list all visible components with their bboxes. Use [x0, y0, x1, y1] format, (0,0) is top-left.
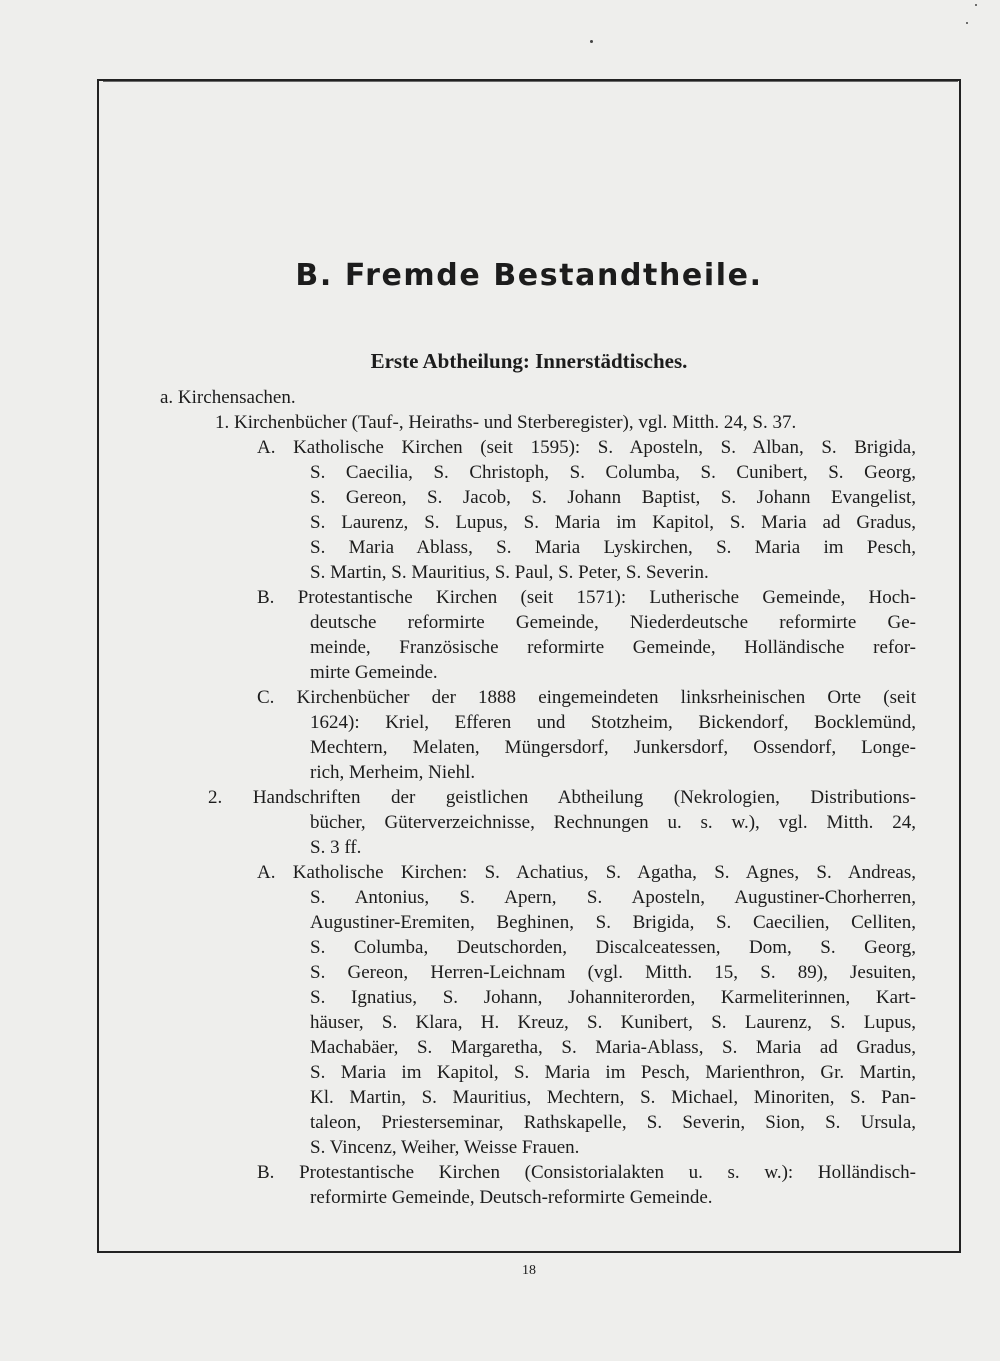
page-number: 18: [522, 1263, 536, 1278]
text-line: S. Caecilia, S. Christoph, S. Columba, S. Cunibert, S. Georg,: [310, 462, 916, 483]
section-heading: a. Kirchensachen.: [160, 387, 296, 408]
text-line: B. Protestantische Kirchen (seit 1571): Lutherische Gemeinde, Hoch-: [257, 587, 916, 608]
text-line: C. Kirchenbücher der 1888 eingemeindeten linksrheinischen Orte (seit: [257, 687, 916, 708]
text-line: mirte Gemeinde.: [310, 662, 438, 683]
text-line: bücher, Güterverzeichnisse, Rechnungen u. s. w.), vgl. Mitth. 24,: [310, 812, 916, 833]
text-line: S. Vincenz, Weiher, Weisse Frauen.: [310, 1137, 580, 1158]
text-line: S. Gereon, Herren-Leichnam (vgl. Mitth. 15, S. 89), Jesuiten,: [310, 962, 916, 983]
text-line: A. Katholische Kirchen: S. Achatius, S. Agatha, S. Agnes, S. Andreas,: [257, 862, 916, 883]
text-line: Machabäer, S. Margaretha, S. Maria-Ablass, S. Maria ad Gradus,: [310, 1037, 916, 1058]
list-item-heading: 1. Kirchenbücher (Tauf-, Heiraths- und Sterberegister), vgl. Mitth. 24, S. 37.: [215, 412, 797, 433]
speck: [975, 4, 977, 6]
section-subtitle: Erste Abtheilung: Innerstädtisches.: [370, 349, 688, 373]
text-line: A. Katholische Kirchen (seit 1595): S. Aposteln, S. Alban, S. Brigida,: [257, 437, 916, 458]
text-line: S. Antonius, S. Apern, S. Aposteln, Augustiner-Chorherren,: [310, 887, 916, 908]
text-line: S. Martin, S. Mauritius, S. Paul, S. Peter, S. Severin.: [310, 562, 709, 583]
text-line: deutsche reformirte Gemeinde, Niederdeutsche reformirte Ge-: [310, 612, 916, 633]
text-line: S. Columba, Deutschorden, Discalceatessen, Dom, S. Georg,: [310, 937, 916, 958]
main-title: B. Fremde Bestandtheile.: [295, 258, 763, 293]
text-line: reformirte Gemeinde, Deutsch-reformirte Gemeinde.: [310, 1187, 713, 1208]
text-line: B. Protestantische Kirchen (Consistorialakten u. s. w.): Holländisch-: [257, 1162, 916, 1183]
text-line: S. Ignatius, S. Johann, Johanniterorden, Karmeliterinnen, Kart-: [310, 987, 916, 1008]
text-line: S. Maria im Kapitol, S. Maria im Pesch, Marienthron, Gr. Martin,: [310, 1062, 916, 1083]
text-line: meinde, Französische reformirte Gemeinde, Holländische refor-: [310, 637, 916, 658]
text-line: häuser, S. Klara, H. Kreuz, S. Kunibert, S. Laurenz, S. Lupus,: [310, 1012, 916, 1033]
text-line: 1624): Kriel, Efferen und Stotzheim, Bickendorf, Bocklemünd,: [310, 712, 916, 733]
text-line: S. 3 ff.: [310, 837, 362, 858]
text-line: S. Maria Ablass, S. Maria Lyskirchen, S. Maria im Pesch,: [310, 537, 916, 558]
speck: [590, 40, 593, 43]
list-item-heading: 2. Handschriften der geistlichen Abtheilung (Nekrologien, Distributions-: [208, 787, 916, 808]
text-line: Mechtern, Melaten, Müngersdorf, Junkersdorf, Ossendorf, Longe-: [310, 737, 916, 758]
text-line: taleon, Priesterseminar, Rathskapelle, S. Severin, Sion, S. Ursula,: [310, 1112, 916, 1133]
text-line: Augustiner-Eremiten, Beghinen, S. Brigida, S. Caecilien, Celliten,: [310, 912, 916, 933]
text-line: S. Laurenz, S. Lupus, S. Maria im Kapitol, S. Maria ad Gradus,: [310, 512, 916, 533]
text-line: rich, Merheim, Niehl.: [310, 762, 476, 783]
text-line: S. Gereon, S. Jacob, S. Johann Baptist, S. Johann Evangelist,: [310, 487, 916, 508]
speck: [966, 22, 968, 24]
text-line: Kl. Martin, S. Mauritius, Mechtern, S. Michael, Minoriten, S. Pan-: [310, 1087, 916, 1108]
